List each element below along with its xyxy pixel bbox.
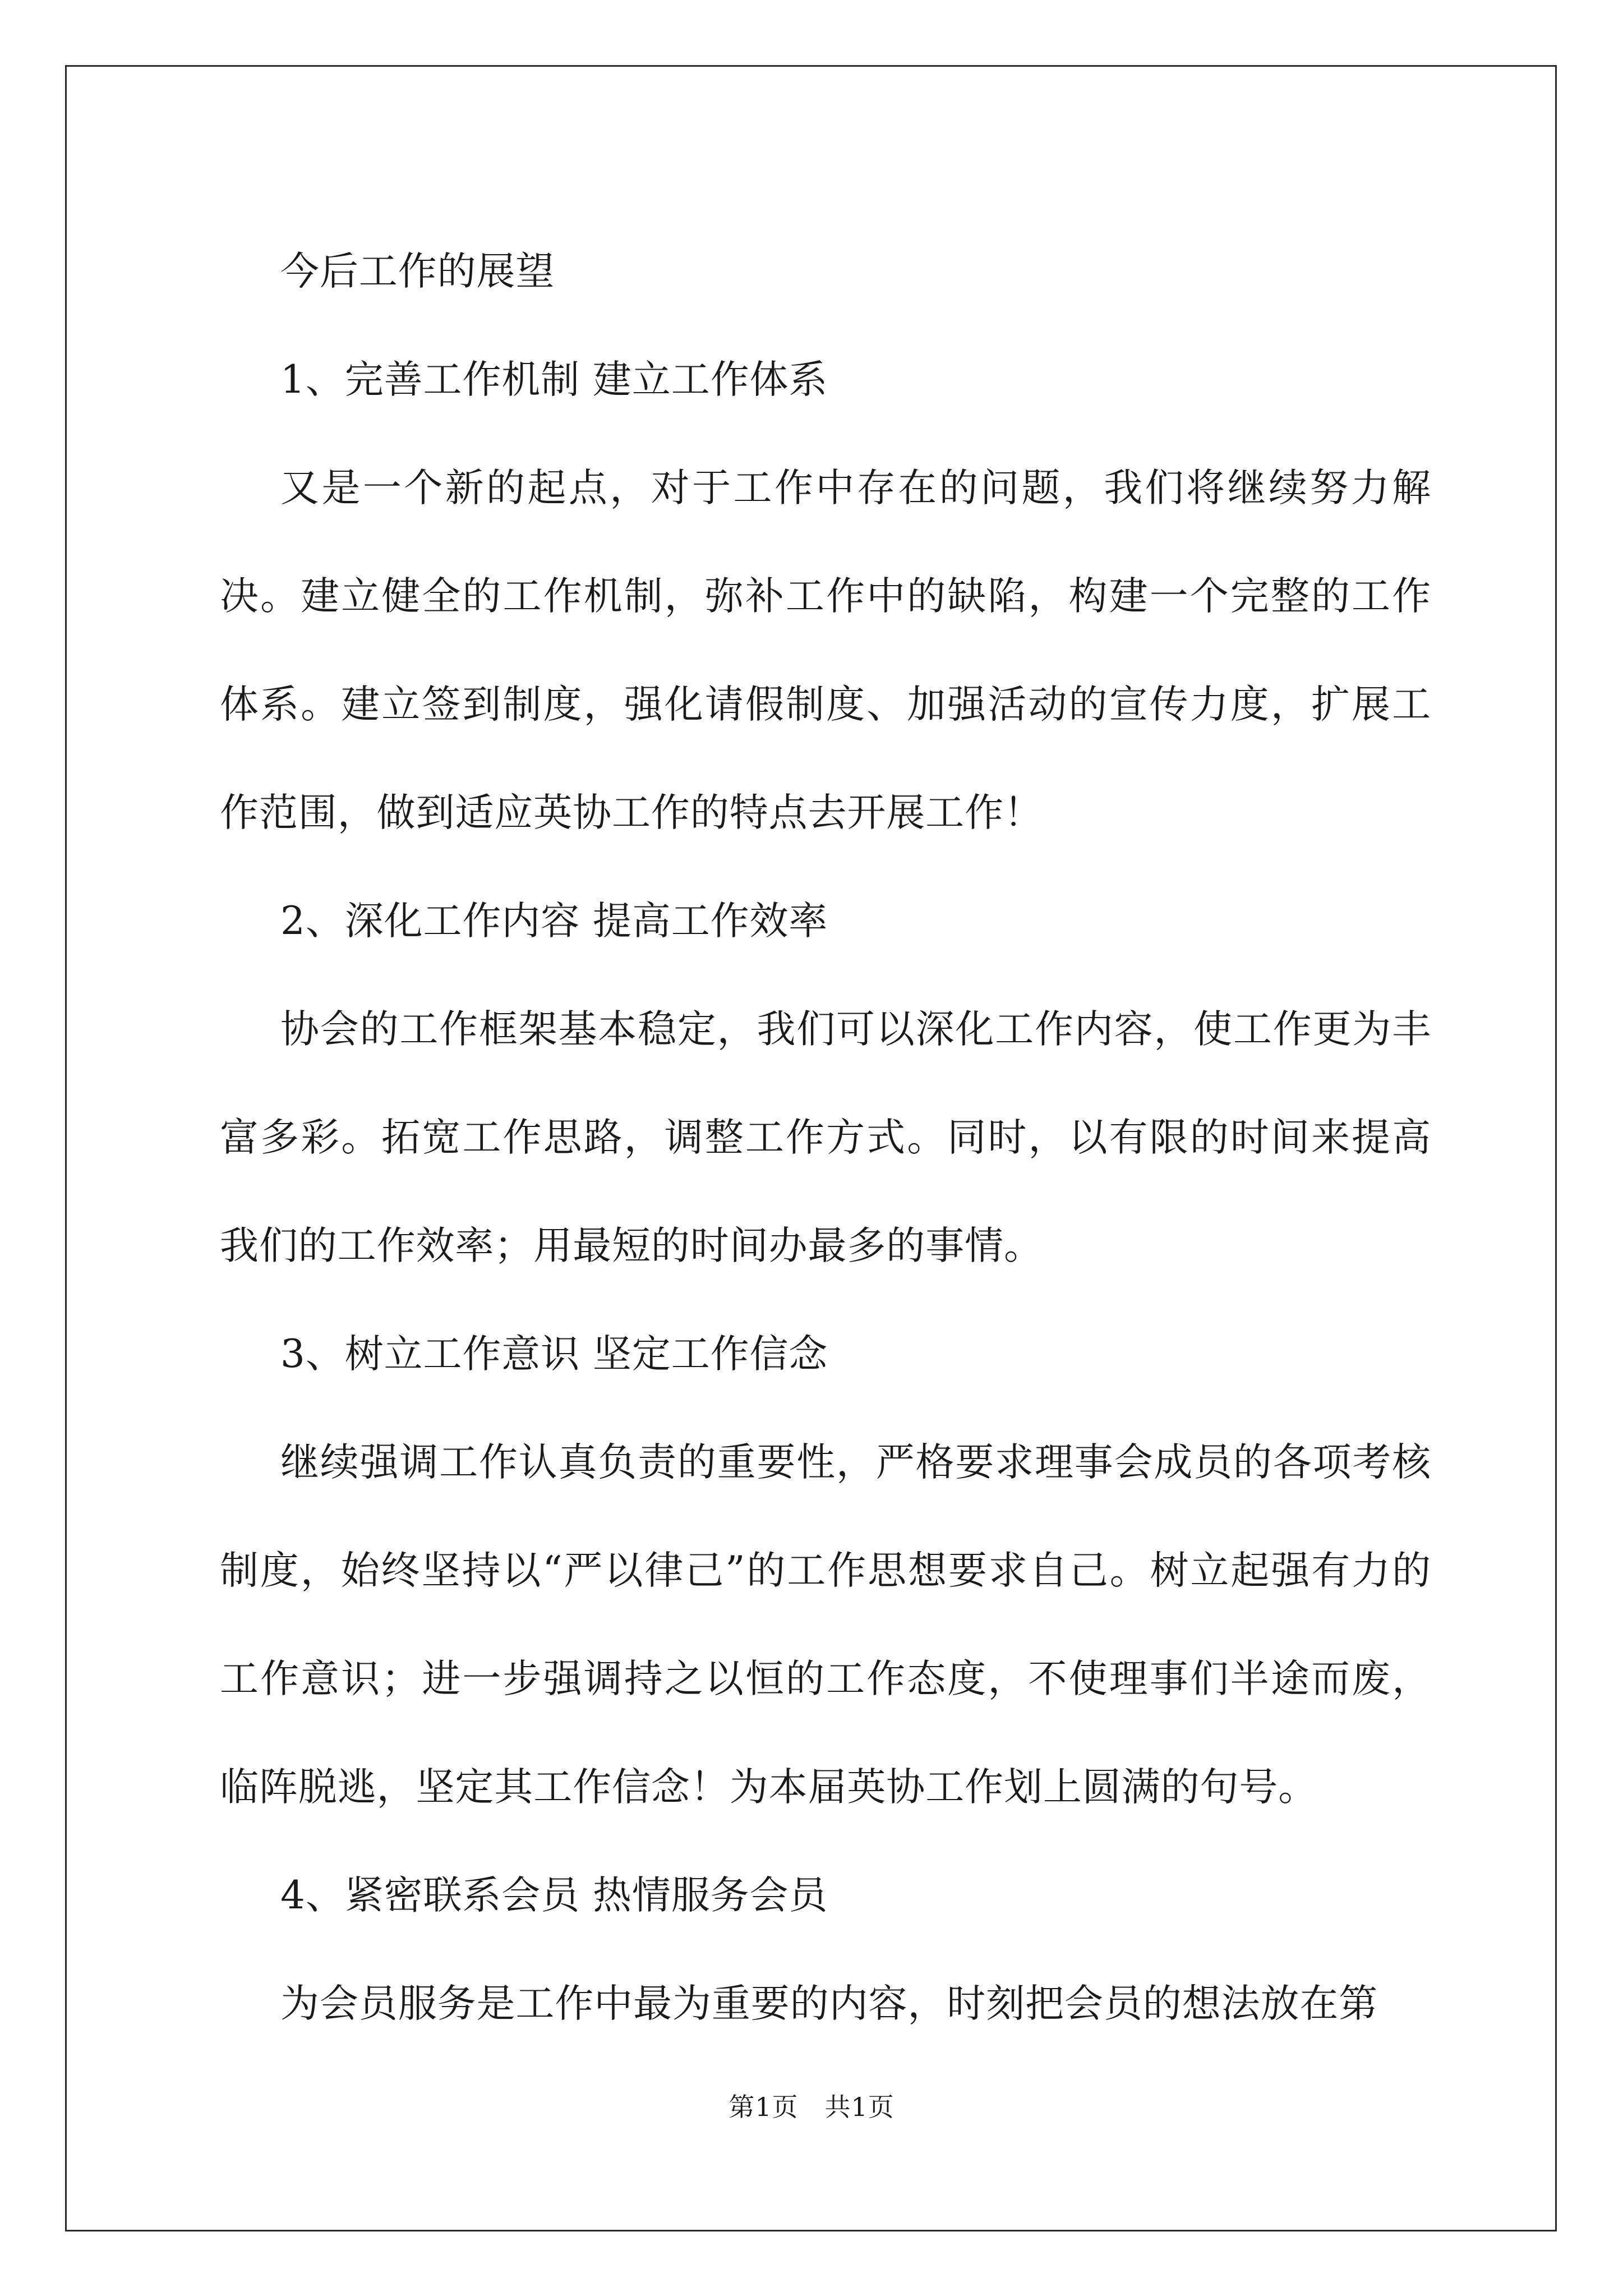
page-number-footer: 第1页 共1页 bbox=[728, 2092, 895, 2122]
section-title: 4、紧密联系会员 热情服务会员 bbox=[280, 1873, 828, 1918]
document-heading: 今后工作的展望 bbox=[280, 249, 555, 294]
section-title: 1、完善工作机制 建立工作体系 bbox=[280, 357, 828, 402]
document-body bbox=[220, 218, 1431, 2058]
section-body: 又是一个新的起点，对于工作中存在的问题，我们将继续努力解决。建立健全的工作机制，弥补工作中的缺陷，构建一个完整的工作体系。建立签到制度，强化请假制度、加强活动的宣传力度，扩展工作范围，做到适应英协工作的特点去开展工作！ bbox=[220, 466, 1431, 835]
section-body: 协会的工作框架基本稳定，我们可以深化工作内容，使工作更为丰富多彩。拓宽工作思路，调整工作方式。同时，以有限的时间来提高我们的工作效率；用最短的时间办最多的事情。 bbox=[220, 1007, 1431, 1268]
section-title: 2、深化工作内容 提高工作效率 bbox=[280, 899, 828, 944]
section-title: 3、树立工作意识 坚定工作信念 bbox=[280, 1332, 828, 1377]
section-body: 为会员服务是工作中最为重要的内容，时刻把会员的想法放在第 bbox=[280, 1981, 1378, 2026]
section-body: 继续强调工作认真负责的重要性，严格要求理事会成员的各项考核制度，始终坚持以“严以律己”的工作思想要求自己。树立起强有力的工作意识；进一步强调持之以恒的工作态度，不使理事们半途而废，临阵脱逃，坚定其工作信念！为本届英协工作划上圆满的句号。 bbox=[220, 1440, 1431, 1810]
